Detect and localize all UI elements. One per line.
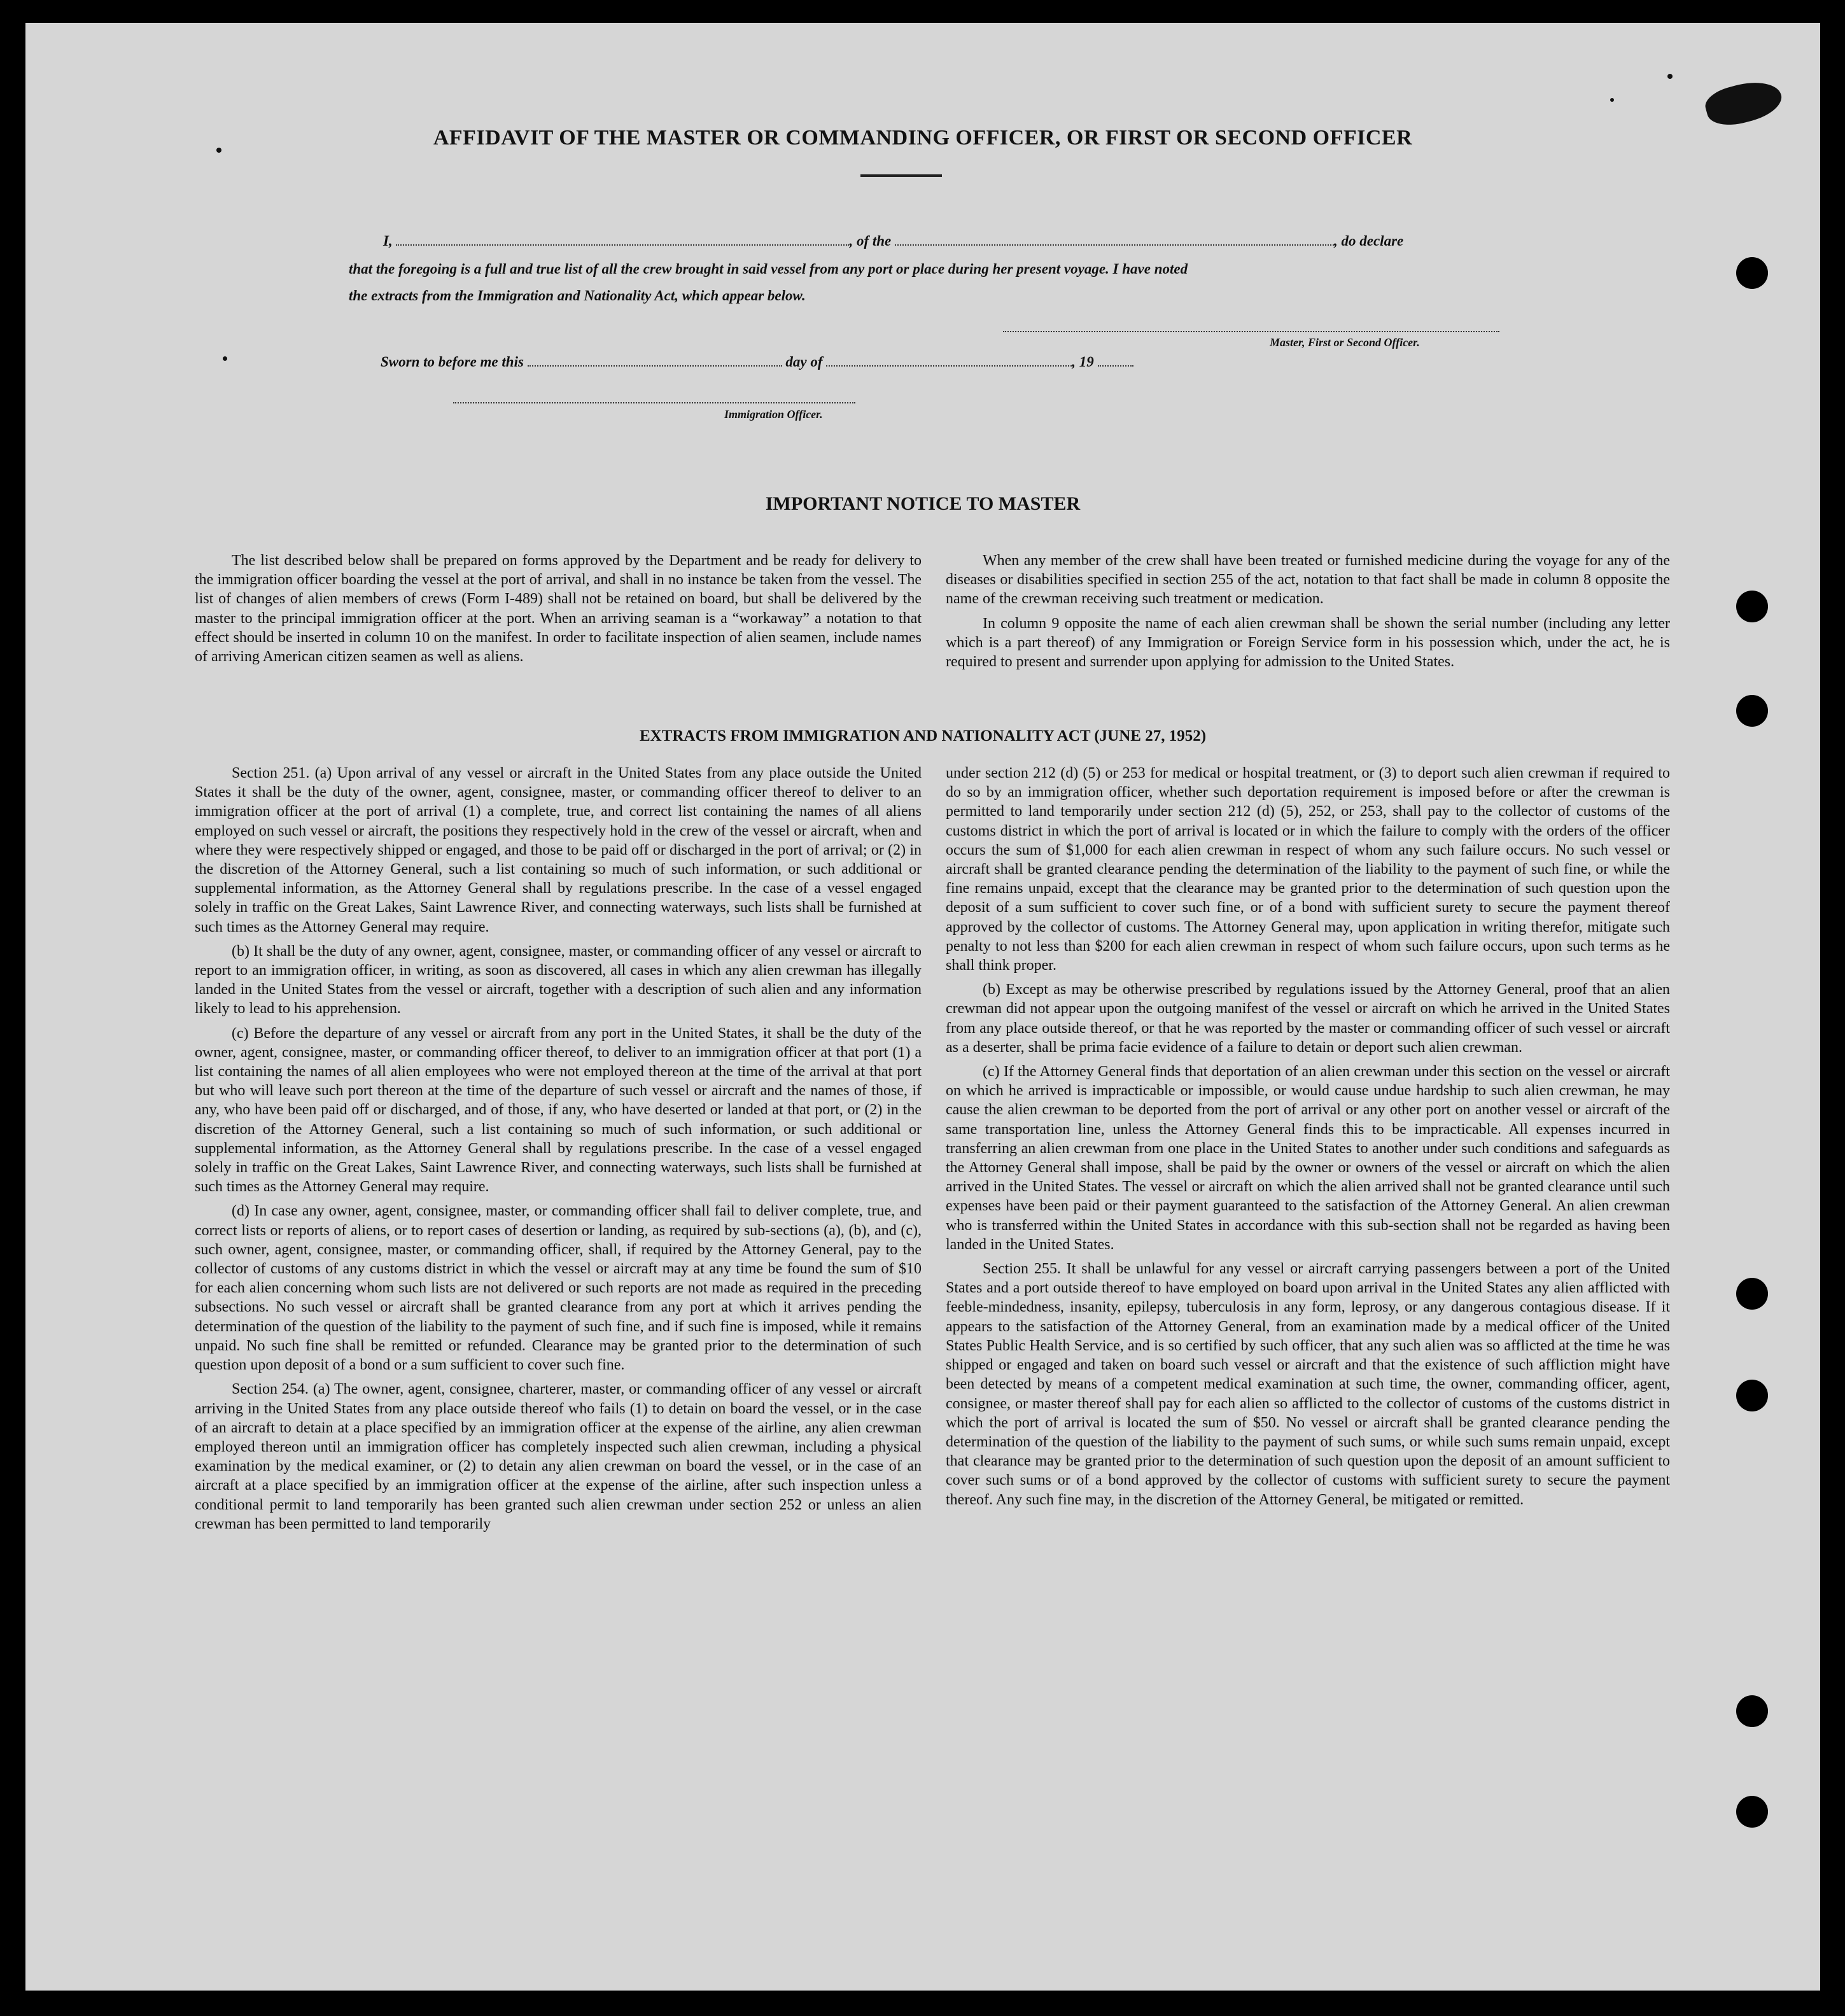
declaration-blanks-line — [383, 233, 1522, 249]
extract-paragraph: (c) If the Attorney General finds that deportation of an alien crewman under this section on the vessel or aircraft on which he arrived is impracticable or impossible, or would cause undue hardship to such alien crewman, he may cause the alien crewman to be deported from the port of arrival or any other port on another vessel or aircraft of the same transportation line, unless the Attorney General finds this to be impracticable. All expenses incurred in transferring an alien crewman from one place in the United States to another under such conditions and safeguards as the Attorney General shall impose, shall be paid by the owner or owners of the vessel or aircraft on which the alien arrived in the United States. The vessel or aircraft on which the alien arrived shall not be granted clearance until such expenses have been paid or their payment guaranteed to the satisfaction of the Attorney General. An alien crewman who is transferred within the United States in accordance with this sub-section shall not be regarded as having been landed in the United States. — [946, 1063, 1670, 1253]
do-declare-label: , do declare — [1334, 233, 1404, 249]
binder-hole — [1736, 695, 1768, 727]
of-the-label: , of the — [849, 233, 892, 249]
sworn-month-blank[interactable] — [826, 354, 1072, 367]
extract-paragraph: (d) In case any owner, agent, consignee, master, or commanding officer shall fail to deliver complete, true, and correct lists or reports of aliens, or to report cases of desertion or landing, as required by sub-sections (a), (b), and (c), such owner, agent, consignee, master, or commanding officer, shall, if required by the Attorney General, pay to the collector of customs of any customs district in which the vessel or aircraft may at any time be found the sum of $10 for each alien concerning whom such lists are not delivered or such reports are not made as required in the preceding subsections. No such vessel or aircraft shall be granted clearance from any port at which it arrives pending the determination of the question of the liability to the payment of such fine, and if such fine is imposed, while it remains unpaid. No such fine shall be remitted or refunded. Clearance may be granted prior to the determination of such question upon deposit of a bond or a sum sufficient to cover such fine. — [195, 1203, 922, 1374]
sworn-year-blank[interactable] — [1098, 354, 1133, 367]
document-page — [25, 23, 1820, 1991]
extracts-title: EXTRACTS FROM IMMIGRATION AND NATIONALITY ACT (JUNE 27, 1952) — [639, 727, 1207, 745]
extracts-left-column — [195, 764, 922, 1539]
year-label: , 19 — [1072, 354, 1094, 370]
extract-paragraph: Section 251. (a) Upon arrival of any vessel or aircraft in the United States from any place outside the United States it shall be the duty of the owner, agent, consignee, master, or commanding officer thereof to deliver to an immigration officer at the port of arrival (1) a complete, true, and correct list containing the names of all aliens employed on such vessel or aircraft, the positions they respectively hold in the crew of the vessel or aircraft, when and where they were respectively shipped or engaged, and those to be paid off or discharged in the port of arrival; or (2) in the discretion of the Attorney General, such a list containing so much of such information, or such additional or supplemental information, as the Attorney General shall by regulations prescribe. In the case of a vessel engaged solely in traffic on the Great Lakes, Saint Lawrence River, and connecting waterways, such lists shall be furnished at such times as the Attorney General may require. — [195, 765, 922, 935]
declaration-line-2: the extracts from the Immigration and Nationality Act, which appear below. — [349, 288, 806, 304]
notice-paragraph: In column 9 opposite the name of each alien crewman shall be shown the serial number (including any letter which is a part thereof) of any Immigration or Foreign Service form in his possession which, under the act, he is required to present and surrender upon applying for admission to the United States. — [946, 615, 1670, 671]
sworn-day-blank[interactable] — [528, 354, 782, 367]
extract-paragraph: Section 255. It shall be unlawful for any vessel or aircraft carrying passengers between a port of the United States and a port outside thereof to have employed on board upon arrival in the United States any alien afflicted with feeble-mindedness, insanity, epilepsy, tuberculosis in any form, leprosy, or any dangerous contagious disease. If it appears to the satisfaction of the Attorney General, from an examination made by a medical officer of the United States Public Health Service, and is so certified by such officer, that any such alien was so afflicted at the time he was shipped or engaged and taken on board such vessel or aircraft and that the existence of such affliction might have been detected by means of a competent medical examination at such time, the owner, commanding officer, agent, consignee, or master thereof shall pay for each alien so afflicted to the collector of customs of the customs district in which the port of arrival is located the sum of $50. No vessel or aircraft shall be granted clearance pending the determination of the question of the liability to the payment of such sums, or while such sums remain unpaid, except that clearance may be granted prior to the determination of such question upon the deposit of an amount sufficient to cover such sums or of a bond approved by the collector of customs with sufficient surety to secure the payment thereof. Any such fine may, in the discretion of the Attorney General, be mitigated or remitted. — [946, 1261, 1670, 1508]
sworn-label: Sworn to before me this — [381, 354, 524, 370]
officer-signature-line[interactable] — [453, 402, 855, 403]
extracts-right-column — [946, 764, 1670, 1515]
notice-paragraph: The list described below shall be prepared on forms approved by the Department and be ready for delivery to the immigration officer boarding the vessel at the port of arrival, and shall in no instance be taken from the vessel. The list of changes of alien members of crews (Form I-489) shall not be retained on board, but shall be delivered by the master to the principal immigration officer at the port. When an arriving seaman is a “workaway” a notation to that effect should be inserted in column 10 on the manifest. In order to facilitate inspection of alien seamen, include names of arriving American citizen seamen as well as aliens. — [195, 552, 922, 666]
binder-hole — [1736, 1278, 1768, 1310]
master-caption: Master, First or Second Officer. — [1270, 336, 1420, 349]
affidavit-title: AFFIDAVIT OF THE MASTER OR COMMANDING OFFICER, OR FIRST OR SECOND OFFICER — [433, 126, 1413, 150]
notice-paragraph: When any member of the crew shall have been treated or furnished medicine during the voyage for any of the diseases or disabilities specified in section 255 of the act, notation to that fact shall be made in column 8 opposite the name of the crewman receiving such treatment or medication. — [946, 552, 1670, 608]
i-label: I, — [383, 233, 393, 249]
binder-hole — [1736, 591, 1768, 622]
extract-paragraph: Section 254. (a) The owner, agent, consignee, charterer, master, or commanding officer of any vessel or aircraft arriving in the United States from any place outside thereof who fails (1) to detain on board the vessel, or in the case of an aircraft to detain at a place specified by an immigration officer at the expense of the airline, any alien crewman employed thereon until an immigration officer has completely inspected such alien crewman, including a physical examination by the medical examiner, or (2) to detain any alien crewman on board the vessel, or in the case of an aircraft at a place specified by an immigration officer at the expense of the airline, after such inspection unless a conditional permit to land temporarily has been granted such alien crewman under section 252 or unless an alien crewman has been permitted to land temporarily — [195, 1381, 922, 1532]
extract-paragraph: (b) Except as may be otherwise prescribed by regulations issued by the Attorney General, proof that an alien crewman did not appear upon the outgoing manifest of the vessel or aircraft on which he arrived in the United States from any place outside thereof, or that he was reported by the master or commanding officer of such vessel or aircraft as a deserter, shall be prima facie evidence of a failure to detain or deport such alien crewman. — [946, 981, 1670, 1056]
ink-speck — [223, 356, 227, 361]
ink-blot — [1702, 74, 1785, 131]
sworn-line — [381, 354, 1246, 370]
vessel-blank[interactable] — [895, 233, 1334, 246]
notice-right-column — [946, 551, 1670, 676]
title-rule — [860, 174, 942, 177]
ink-speck — [1667, 74, 1673, 79]
binder-hole — [1736, 1796, 1768, 1828]
officer-caption: Immigration Officer. — [724, 408, 823, 421]
extract-paragraph: under section 212 (d) (5) or 253 for medical or hospital treatment, or (3) to deport such alien crewman if required to do so by an immigration officer, whether such deportation requirement is imposed before or after the crewman is permitted to land temporarily under section 212 (d) (5), 252, or 253, shall pay to the collector of customs of the customs district in which the port of arrival is located or in which the failure to comply with the orders of the officer occurs the sum of $1,000 for each alien crewman in respect of whom any such failure occurs. No such vessel or aircraft shall be granted clearance pending the determination of the liability to the payment of such fine, or while the fine remains unpaid, except that the clearance may be granted prior to the determination of such question upon the deposit of a sum sufficient to cover such fine, or of a bond with sufficient surety to secure the payment thereof approved by the collector of customs. The Attorney General may, upon application in writing therefor, mitigate such penalty to not less than $200 for each alien crewman in respect of whom such failure occurs, upon such terms as he shall think proper. — [946, 765, 1670, 974]
master-signature-line[interactable] — [1003, 331, 1499, 332]
binder-hole — [1736, 1695, 1768, 1727]
binder-hole — [1736, 1380, 1768, 1411]
notice-left-column — [195, 551, 922, 671]
day-of-label: day of — [785, 354, 823, 370]
declaration-line-1: that the foregoing is a full and true list of all the crew brought in said vessel from any port or place during her present voyage. I have noted — [349, 261, 1188, 277]
ink-speck — [1610, 98, 1614, 102]
name-blank[interactable] — [396, 233, 849, 246]
extract-paragraph: (c) Before the departure of any vessel or aircraft from any port in the United States, it shall be the duty of the owner, agent, consignee, master, or commanding officer thereof, to deliver to an immigration officer at that port (1) a list containing the names of all alien employees who were not employed thereon at the time of the arrival at that port but who will leave such port thereon at the time of the departure of such vessel or aircraft and the names of those, if any, who have been paid off or discharged, and of those, if any, who have deserted or landed at that port, or (2) in the discretion of the Attorney General, such a list containing so much of such information, or such additional or supplemental information, as the Attorney General shall by regulations prescribe. In the case of a vessel engaged solely in traffic on the Great Lakes, Saint Lawrence River, and connecting waterways, such lists shall be furnished at such times as the Attorney General may require. — [195, 1025, 922, 1196]
extract-paragraph: (b) It shall be the duty of any owner, agent, consignee, master, or commanding officer of any vessel or aircraft to report to an immigration officer, in writing, as soon as discovered, all cases in which any alien crewman has illegally landed in the United States from the vessel or aircraft, together with a description of such alien and any information likely to lead to his apprehension. — [195, 942, 922, 1018]
notice-title: IMPORTANT NOTICE TO MASTER — [765, 493, 1081, 514]
binder-hole — [1736, 257, 1768, 289]
